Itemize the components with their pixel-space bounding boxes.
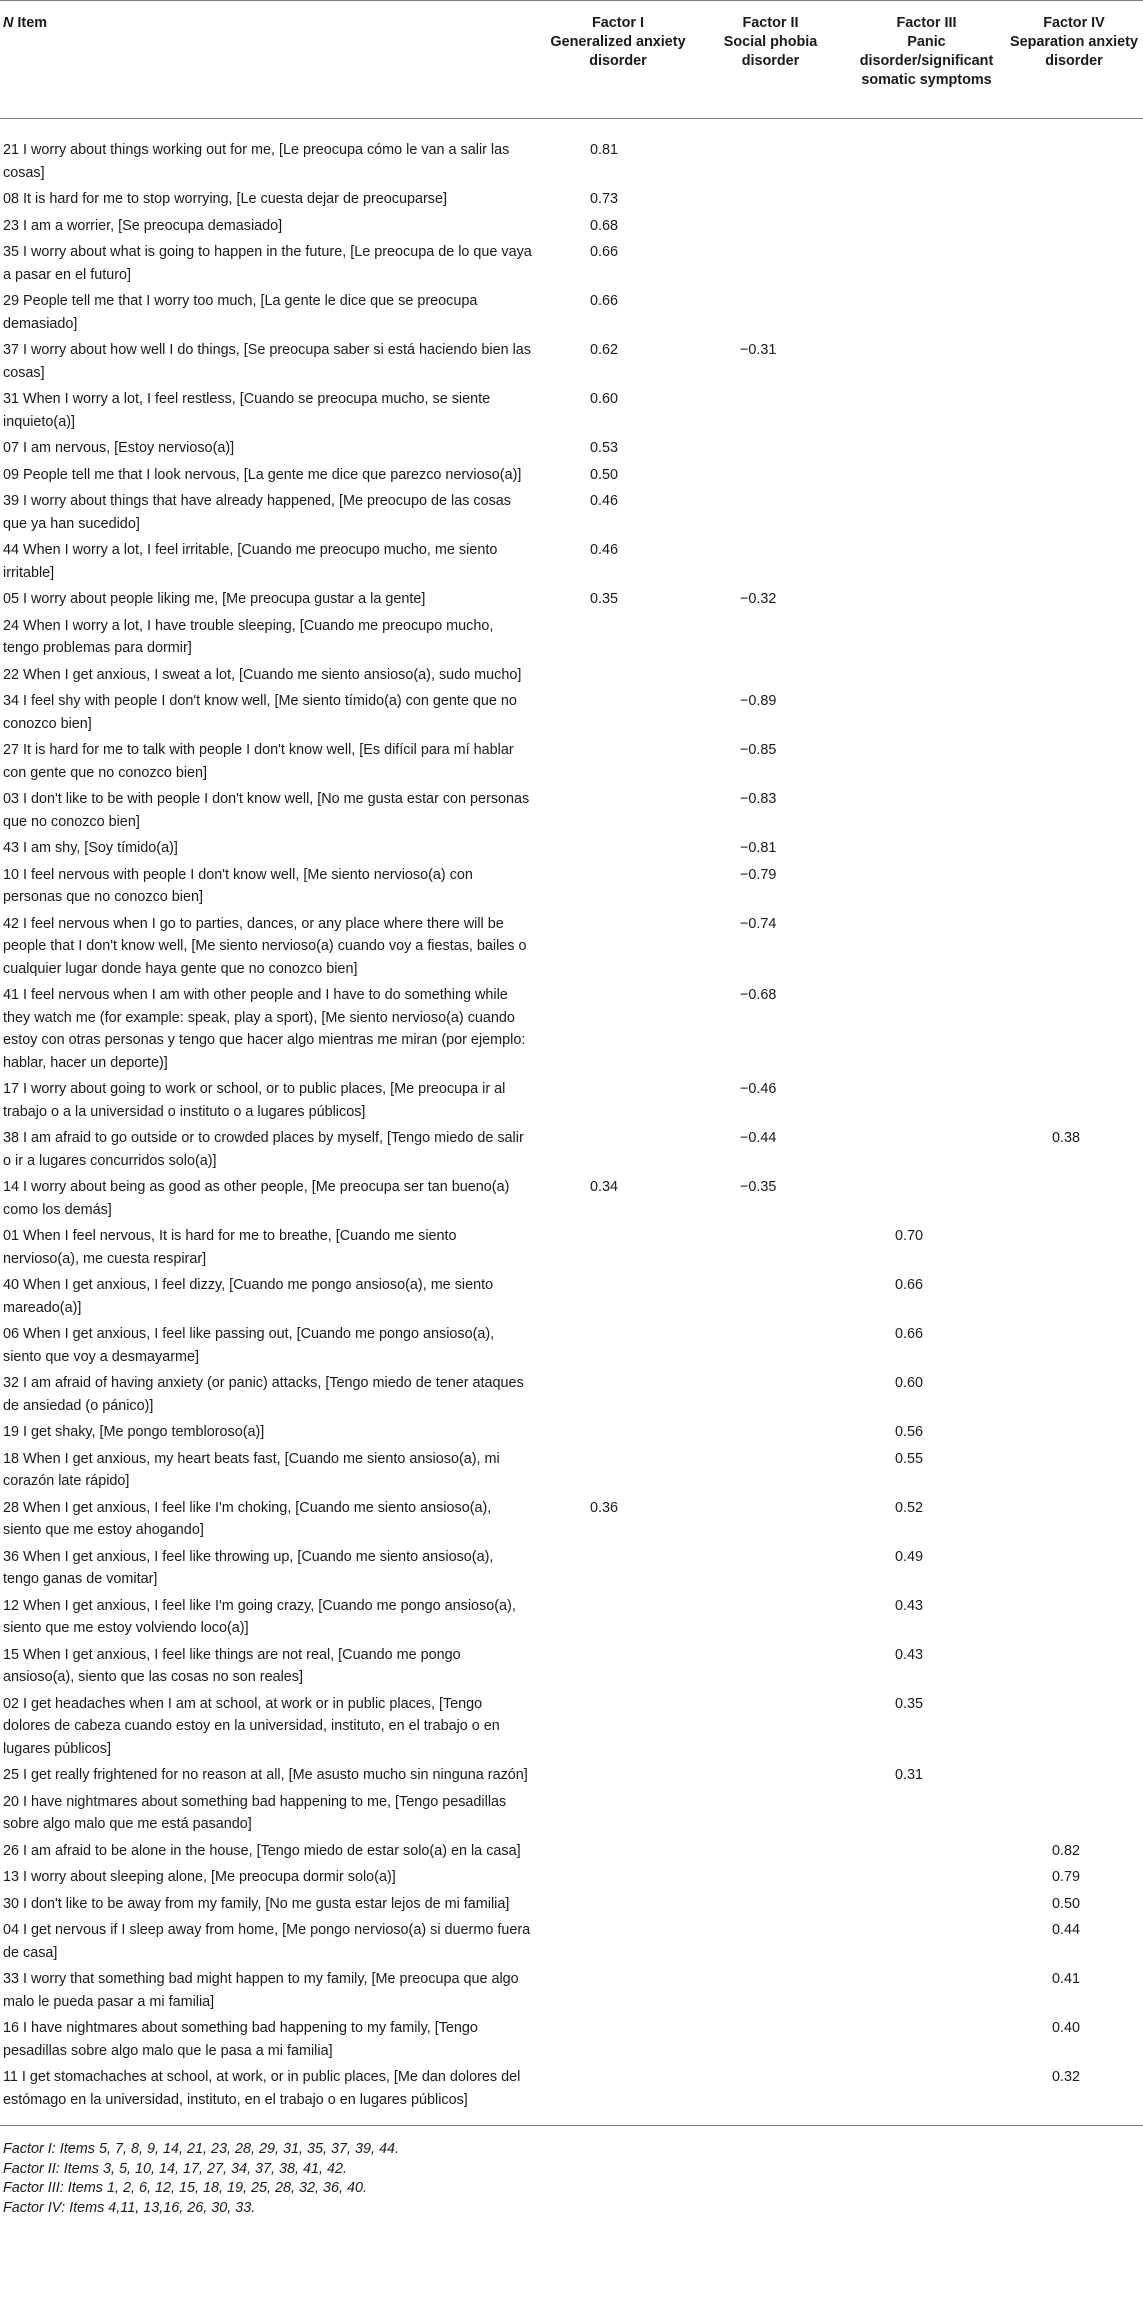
factor-2-loading [693,437,848,464]
factor-2-loading [693,1893,848,1920]
table-row [0,1840,1143,1867]
item-text: 36 When I get anxious, I feel like throwing up, [Cuando me siento ansioso(a), tengo ganas de vomitar] [3,1548,494,1587]
item-text: 22 When I get anxious, I sweat a lot, [Cuando me siento ansioso(a), sudo mucho] [3,666,522,683]
factor-1-loading [543,1791,693,1840]
factor-2-loading: −0.89 [740,693,777,709]
factor-3-loading [848,739,1005,788]
factor-3-header [848,1,1005,119]
item-text: 31 When I worry a lot, I feel restless, [Cuando se preocupa mucho, se siente inquieto(a)] [3,391,491,430]
factor-4-loading [1005,837,1143,864]
item-text: 26 I am afraid to be alone in the house, [Tengo miedo de estar solo(a) en la casa] [3,1842,521,1859]
factor-2-loading: −0.32 [740,591,777,607]
table-row [0,1968,1143,2017]
factor-4-loading [1005,1693,1143,1765]
item-text: 17 I worry about going to work or school, or to public places, [Me preocupa ir al trabajo o a la universidad o instituto o a lugares públicos] [3,1081,506,1120]
factor-3-loading [848,1127,1005,1176]
table-row [0,119,1143,189]
factor-3-loading: 0.66 [895,1326,924,1342]
factor-2-loading: −0.74 [740,915,777,932]
item-text: 06 When I get anxious, I feel like passing out, [Cuando me pongo ansioso(a), siento que voy a desmayarme] [3,1326,495,1365]
table-row [0,739,1143,788]
factor-1-loading [543,1421,693,1448]
factor-2-loading [693,1866,848,1893]
item-text: 18 When I get anxious, my heart beats fast, [Cuando me siento ansioso(a), mi corazón late rápido] [3,1450,500,1489]
factor-1-loading [543,2017,693,2066]
item-text: 08 It is hard for me to stop worrying, [Le cuesta dejar de preocuparse] [3,191,447,207]
factor-1-loading: 0.50 [590,466,619,483]
item-text: 10 I feel nervous with people I don't know well, [Me siento nervioso(a) con personas que no conozco bien] [3,866,473,905]
table-header-row [0,1,1143,119]
factor-4-loading [1005,913,1143,985]
item-column-header [0,1,543,119]
factor-3-loading: 0.35 [895,1695,924,1712]
footnote-line: Factor III: Items 1, 2, 6, 12, 15, 18, 19, 25, 28, 32, 36, 40. [3,2180,367,2196]
factor-2-header [693,1,848,119]
table-row [0,984,1143,1078]
item-text: 35 I worry about what is going to happen in the future, [Le preocupa de lo que vaya a pasar en el futuro] [3,244,532,283]
factor-1-loading [543,1840,693,1867]
item-text: 12 When I get anxious, I feel like I'm going crazy, [Cuando me pongo ansioso(a), siento que me estoy volviendo loco(a)] [3,1597,516,1636]
factor-1-loading: 0.60 [590,391,619,407]
factor-1-subtitle: Generalized anxiety disorder [550,34,686,69]
factor-4-loading [1005,539,1143,588]
factor-4-loading [1005,1791,1143,1840]
factor-2-loading: −0.83 [740,791,777,807]
table-row [0,1644,1143,1693]
factor-4-loading: 0.41 [1052,1971,1081,1987]
item-text: 16 I have nightmares about something bad happening to my family, [Tengo pesadillas sobre algo malo que le pasa a mi familia] [3,2020,478,2059]
factor-1-loading [543,864,693,913]
table-row [0,1764,1143,1791]
item-text: 15 When I get anxious, I feel like things are not real, [Cuando me pongo ansioso(a), siento que las cosas no son reales] [3,1646,461,1685]
factor-2-loading: −0.81 [740,840,777,856]
factor-1-loading [543,1127,693,1176]
factor-4-loading: 0.32 [1052,2069,1081,2085]
factor-3-loading [848,2017,1005,2066]
factor-2-loading [693,2017,848,2066]
factor-1-loading [543,1078,693,1127]
factor-3-title: Factor III [896,15,957,31]
factor-4-loading [1005,664,1143,691]
table-row [0,788,1143,837]
factor-4-loading [1005,1497,1143,1546]
factor-1-loading [543,690,693,739]
factor-4-loading [1005,215,1143,242]
factor-2-loading [693,1372,848,1421]
factor-4-loading [1005,1644,1143,1693]
factor-2-loading: −0.46 [740,1081,777,1097]
factor-3-loading [848,788,1005,837]
table-row [0,1127,1143,1176]
factor-3-loading [848,490,1005,539]
factor-2-loading [693,1448,848,1497]
factor-4-loading: 0.40 [1052,2020,1081,2036]
factor-1-loading [543,837,693,864]
factor-3-loading [848,615,1005,664]
factor-3-loading: 0.66 [895,1277,924,1293]
table-footnotes [0,2126,1143,2218]
factor-1-loading [543,788,693,837]
item-text: 05 I worry about people liking me, [Me preocupa gustar a la gente] [3,591,426,607]
factor-1-loading: 0.66 [590,293,619,309]
factor-2-loading [693,1546,848,1595]
factor-1-loading: 0.35 [590,591,619,607]
item-label: Item [13,15,47,31]
factor-4-loading [1005,290,1143,339]
item-text: 24 When I worry a lot, I have trouble sleeping, [Cuando me preocupo mucho, tengo problemas para dormir] [3,617,494,656]
factor-4-loading [1005,864,1143,913]
table-row [0,864,1143,913]
factor-4-loading [1005,119,1143,189]
footnote-line: Factor IV: Items 4,11, 13,16, 26, 30, 33. [3,2199,256,2216]
factor-4-loading [1005,339,1143,388]
factor-3-loading [848,1968,1005,2017]
item-text: 20 I have nightmares about something bad happening to me, [Tengo pesadillas sobre algo malo que me está pasando] [3,1793,507,1832]
factor-2-loading: −0.79 [740,866,777,883]
item-text: 39 I worry about things that have already happened, [Me preocupo de las cosas que ya han sucedido] [3,493,511,532]
factor-3-loading [848,1866,1005,1893]
factor-1-loading [543,1693,693,1765]
factor-1-loading: 0.34 [590,1179,619,1195]
item-text: 11 I get stomachaches at school, at work, or in public places, [Me dan dolores del estómago en la universidad, instituto, en el trabajo o en lugares públicos] [3,2069,521,2108]
factor-3-loading [848,984,1005,1078]
item-text: 37 I worry about how well I do things, [Se preocupa saber si está haciendo bien las cosas] [3,342,531,381]
factor-3-loading [848,690,1005,739]
factor-2-loading [693,188,848,215]
item-text: 29 People tell me that I worry too much, [La gente le dice que se preocupa demasiado] [3,293,478,332]
factor-3-loading [848,388,1005,437]
table-row [0,437,1143,464]
factor-2-loading [693,1764,848,1791]
footnote-line: Factor I: Items 5, 7, 8, 9, 14, 21, 23, 28, 29, 31, 35, 37, 39, 44. [3,2141,399,2157]
table-row [0,490,1143,539]
table-row [0,1448,1143,1497]
factor-4-loading [1005,615,1143,664]
table-row [0,1323,1143,1372]
item-text: 30 I don't like to be away from my family, [No me gusta estar lejos de mi familia] [3,1895,510,1912]
factor-2-loading [693,1968,848,2017]
factor-2-loading [693,1421,848,1448]
table-row [0,1595,1143,1644]
factor-1-loading [543,984,693,1078]
factor-1-loading [543,1372,693,1421]
factor-4-loading: 0.38 [1052,1130,1081,1146]
factor-4-loading [1005,984,1143,1078]
factor-3-loading [848,864,1005,913]
factor-4-loading [1005,788,1143,837]
table-row [0,388,1143,437]
factor-1-loading [543,1546,693,1595]
factor-2-loading: −0.68 [740,987,777,1003]
factor-1-loading [543,1644,693,1693]
factor-3-loading [848,215,1005,242]
factor-2-loading [693,1274,848,1323]
item-text: 13 I worry about sleeping alone, [Me preocupa dormir solo(a)] [3,1869,396,1885]
factor-4-loading [1005,1448,1143,1497]
factor-2-loading [693,1497,848,1546]
factor-3-loading [848,290,1005,339]
factor-1-loading [543,1323,693,1372]
factor-2-loading [693,215,848,242]
factor-1-loading [543,1866,693,1893]
table-row [0,1866,1143,1893]
factor-4-loading: 0.79 [1052,1869,1081,1885]
factor-3-loading: 0.31 [895,1767,924,1783]
factor-2-loading [693,1644,848,1693]
factor-1-loading [543,1448,693,1497]
factor-2-loading [693,1919,848,1968]
item-text: 21 I worry about things working out for me, [Le preocupa cómo le van a salir las cosas] [3,142,510,181]
factor-4-loading [1005,490,1143,539]
factor-3-loading [848,913,1005,985]
factor-2-loading [693,290,848,339]
item-text: 42 I feel nervous when I go to parties, dances, or any place where there will be people that I don't know well, [Me siento nervioso(a) cuando voy a fiestas, bailes o cualquier lugar donde haya gente que no conozco bien] [3,915,527,977]
table-row [0,1225,1143,1274]
factor-1-loading: 0.66 [590,244,619,260]
factor-2-loading [693,2066,848,2126]
table-row [0,1893,1143,1920]
item-prefix: N [3,15,14,31]
factor-4-loading: 0.82 [1052,1842,1081,1859]
factor-4-loading [1005,1225,1143,1274]
item-text: 03 I don't like to be with people I don't know well, [No me gusta estar con personas que no conozco bien] [3,791,530,830]
table-row [0,1078,1143,1127]
factor-1-loading [543,1225,693,1274]
footnote-line: Factor II: Items 3, 5, 10, 14, 17, 27, 34, 37, 38, 41, 42. [3,2160,347,2177]
factor-1-loading [543,1764,693,1791]
item-text: 34 I feel shy with people I don't know well, [Me siento tímido(a) con gente que no conozco bien] [3,693,517,732]
factor-4-loading [1005,1372,1143,1421]
factor-2-loading [693,1595,848,1644]
factor-4-loading [1005,690,1143,739]
factor-1-loading: 0.73 [590,191,619,207]
factor-1-loading [543,739,693,788]
factor-2-loading [693,539,848,588]
factor-4-loading [1005,464,1143,491]
factor-1-loading: 0.36 [590,1499,619,1516]
factor-2-loading: −0.44 [740,1130,777,1146]
factor-4-loading [1005,1274,1143,1323]
factor-3-loading [848,837,1005,864]
factor-4-loading [1005,437,1143,464]
factor-2-loading [693,664,848,691]
table-row [0,690,1143,739]
item-text: 33 I worry that something bad might happen to my family, [Me preocupa que algo malo le pueda pasar a mi familia] [3,1971,519,2010]
table-row [0,215,1143,242]
table-row [0,1546,1143,1595]
factor-3-loading [848,2066,1005,2126]
factor-4-loading [1005,1176,1143,1225]
factor-3-loading [848,664,1005,691]
item-text: 38 I am afraid to go outside or to crowded places by myself, [Tengo miedo de salir o ir a lugares concurridos solo(a)] [3,1130,524,1169]
table-row [0,1497,1143,1546]
table-row [0,2066,1143,2126]
factor-3-loading: 0.52 [895,1499,924,1516]
item-text: 28 When I get anxious, I feel like I'm choking, [Cuando me siento ansioso(a), siento que me estoy ahogando] [3,1499,492,1538]
factor-4-loading [1005,1546,1143,1595]
factor-2-loading [693,1323,848,1372]
item-text: 40 When I get anxious, I feel dizzy, [Cuando me pongo ansioso(a), me siento mareado(a)] [3,1277,494,1316]
factor-1-loading [543,913,693,985]
item-text: 25 I get really frightened for no reason at all, [Me asusto mucho sin ninguna razón] [3,1767,528,1783]
factor-4-loading [1005,739,1143,788]
item-text: 09 People tell me that I look nervous, [La gente me dice que parezco nervioso(a)] [3,466,522,483]
table-row [0,1421,1143,1448]
factor-3-loading [848,437,1005,464]
factor-1-loading [543,2066,693,2126]
factor-3-loading [848,1919,1005,1968]
factor-3-loading: 0.60 [895,1375,924,1391]
factor-2-loading [693,1791,848,1840]
item-text: 27 It is hard for me to talk with people I don't know well, [Es difícil para mí hablar con gente que no conozco bien] [3,742,514,781]
factor-2-loading [693,1840,848,1867]
table-row [0,1176,1143,1225]
table-row [0,1693,1143,1765]
factor-2-loading: −0.31 [740,342,777,358]
table-row [0,188,1143,215]
factor-1-header [543,1,693,119]
factor-3-loading: 0.56 [895,1424,924,1440]
factor-3-loading [848,588,1005,615]
table-row [0,1274,1143,1323]
factor-3-loading: 0.43 [895,1597,924,1614]
table-body [0,119,1143,2126]
factor-4-loading [1005,1595,1143,1644]
factor-1-loading: 0.62 [590,342,619,358]
factor-4-loading [1005,1764,1143,1791]
factor-3-loading: 0.43 [895,1646,924,1663]
factor-4-loading [1005,588,1143,615]
factor-4-subtitle: Separation anxiety disorder [1010,34,1138,69]
factor-2-loading: −0.85 [740,742,777,758]
table-row [0,1919,1143,1968]
factor-4-loading [1005,188,1143,215]
factor-2-loading [693,241,848,290]
factor-1-loading: 0.46 [590,493,619,509]
table-row [0,2017,1143,2066]
factor-4-loading: 0.50 [1052,1895,1081,1912]
factor-2-loading [693,490,848,539]
factor-1-loading [543,1595,693,1644]
factor-3-loading: 0.49 [895,1548,924,1565]
factor-2-loading: −0.35 [740,1179,777,1195]
factor-1-loading [543,1968,693,2017]
factor-3-subtitle: Panic disorder/significant somatic symptoms [859,34,994,88]
factor-1-title: Factor I [592,15,644,31]
factor-3-loading: 0.70 [895,1228,924,1244]
item-text: 01 When I feel nervous, It is hard for me to breathe, [Cuando me siento nervioso(a), me cuesta respirar] [3,1228,457,1267]
item-text: 07 I am nervous, [Estoy nervioso(a)] [3,440,235,456]
item-text: 44 When I worry a lot, I feel irritable, [Cuando me preocupo mucho, me siento irritable] [3,542,498,581]
factor-1-loading [543,1274,693,1323]
table-row [0,615,1143,664]
factor-1-loading: 0.68 [590,217,619,234]
factor-1-loading [543,615,693,664]
item-text: 32 I am afraid of having anxiety (or panic) attacks, [Tengo miedo de tener ataques de ansiedad (o pánico)] [3,1375,524,1414]
factor-2-loading [693,1693,848,1765]
factor-2-loading [693,615,848,664]
table-row [0,1372,1143,1421]
factor-4-loading [1005,388,1143,437]
factor-1-loading [543,1919,693,1968]
item-text: 23 I am a worrier, [Se preocupa demasiado] [3,217,283,234]
factor-3-loading [848,119,1005,189]
factor-3-loading [848,464,1005,491]
item-text: 43 I am shy, [Soy tímido(a)] [3,840,178,856]
factor-4-loading: 0.44 [1052,1922,1081,1938]
factor-1-loading: 0.81 [590,142,619,158]
factor-3-loading [848,1078,1005,1127]
factor-4-loading [1005,1078,1143,1127]
factor-3-loading: 0.55 [895,1450,924,1467]
item-text: 02 I get headaches when I am at school, at work or in public places, [Tengo dolores de cabeza cuando estoy en la universidad, instituto, en el trabajo o en lugares públicos] [3,1695,500,1757]
factor-2-loading [693,464,848,491]
table-row [0,339,1143,388]
factor-2-loading [693,388,848,437]
table-row [0,913,1143,985]
table-row [0,290,1143,339]
table-row [0,539,1143,588]
factor-3-loading [848,339,1005,388]
factor-4-title: Factor IV [1043,15,1105,31]
factor-1-loading [543,1893,693,1920]
factor-3-loading [848,1893,1005,1920]
item-text: 14 I worry about being as good as other people, [Me preocupa ser tan bueno(a) como los demás] [3,1179,510,1218]
factor-1-loading: 0.46 [590,542,619,558]
factor-4-loading [1005,241,1143,290]
factor-3-loading [848,1791,1005,1840]
table-row [0,241,1143,290]
table-row [0,664,1143,691]
factor-3-loading [848,188,1005,215]
factor-3-loading [848,1840,1005,1867]
factor-1-loading [543,664,693,691]
item-text: 19 I get shaky, [Me pongo tembloroso(a)] [3,1424,265,1440]
table-row [0,588,1143,615]
factor-3-loading [848,1176,1005,1225]
table-row [0,1791,1143,1840]
item-text: 04 I get nervous if I sleep away from home, [Me pongo nervioso(a) si duermo fuera de casa] [3,1922,531,1961]
factor-4-loading [1005,1421,1143,1448]
factor-2-loading [693,119,848,189]
factor-2-title: Factor II [742,15,799,31]
factor-4-header [1005,1,1143,119]
table-row [0,837,1143,864]
factor-3-loading [848,241,1005,290]
item-text: 41 I feel nervous when I am with other people and I have to do something while they watch me (for example: speak, play a sport), [Me siento nervioso(a) cuando estoy con otras personas y tengo que hacer algo mientras me miran (por ejemplo: hablar, hacer un deporte)] [3,987,526,1071]
factor-4-loading [1005,1323,1143,1372]
factor-2-subtitle: Social phobia disorder [723,34,818,69]
table-row [0,464,1143,491]
factor-2-loading [693,1225,848,1274]
factor-3-loading [848,539,1005,588]
factor-1-loading: 0.53 [590,440,619,456]
